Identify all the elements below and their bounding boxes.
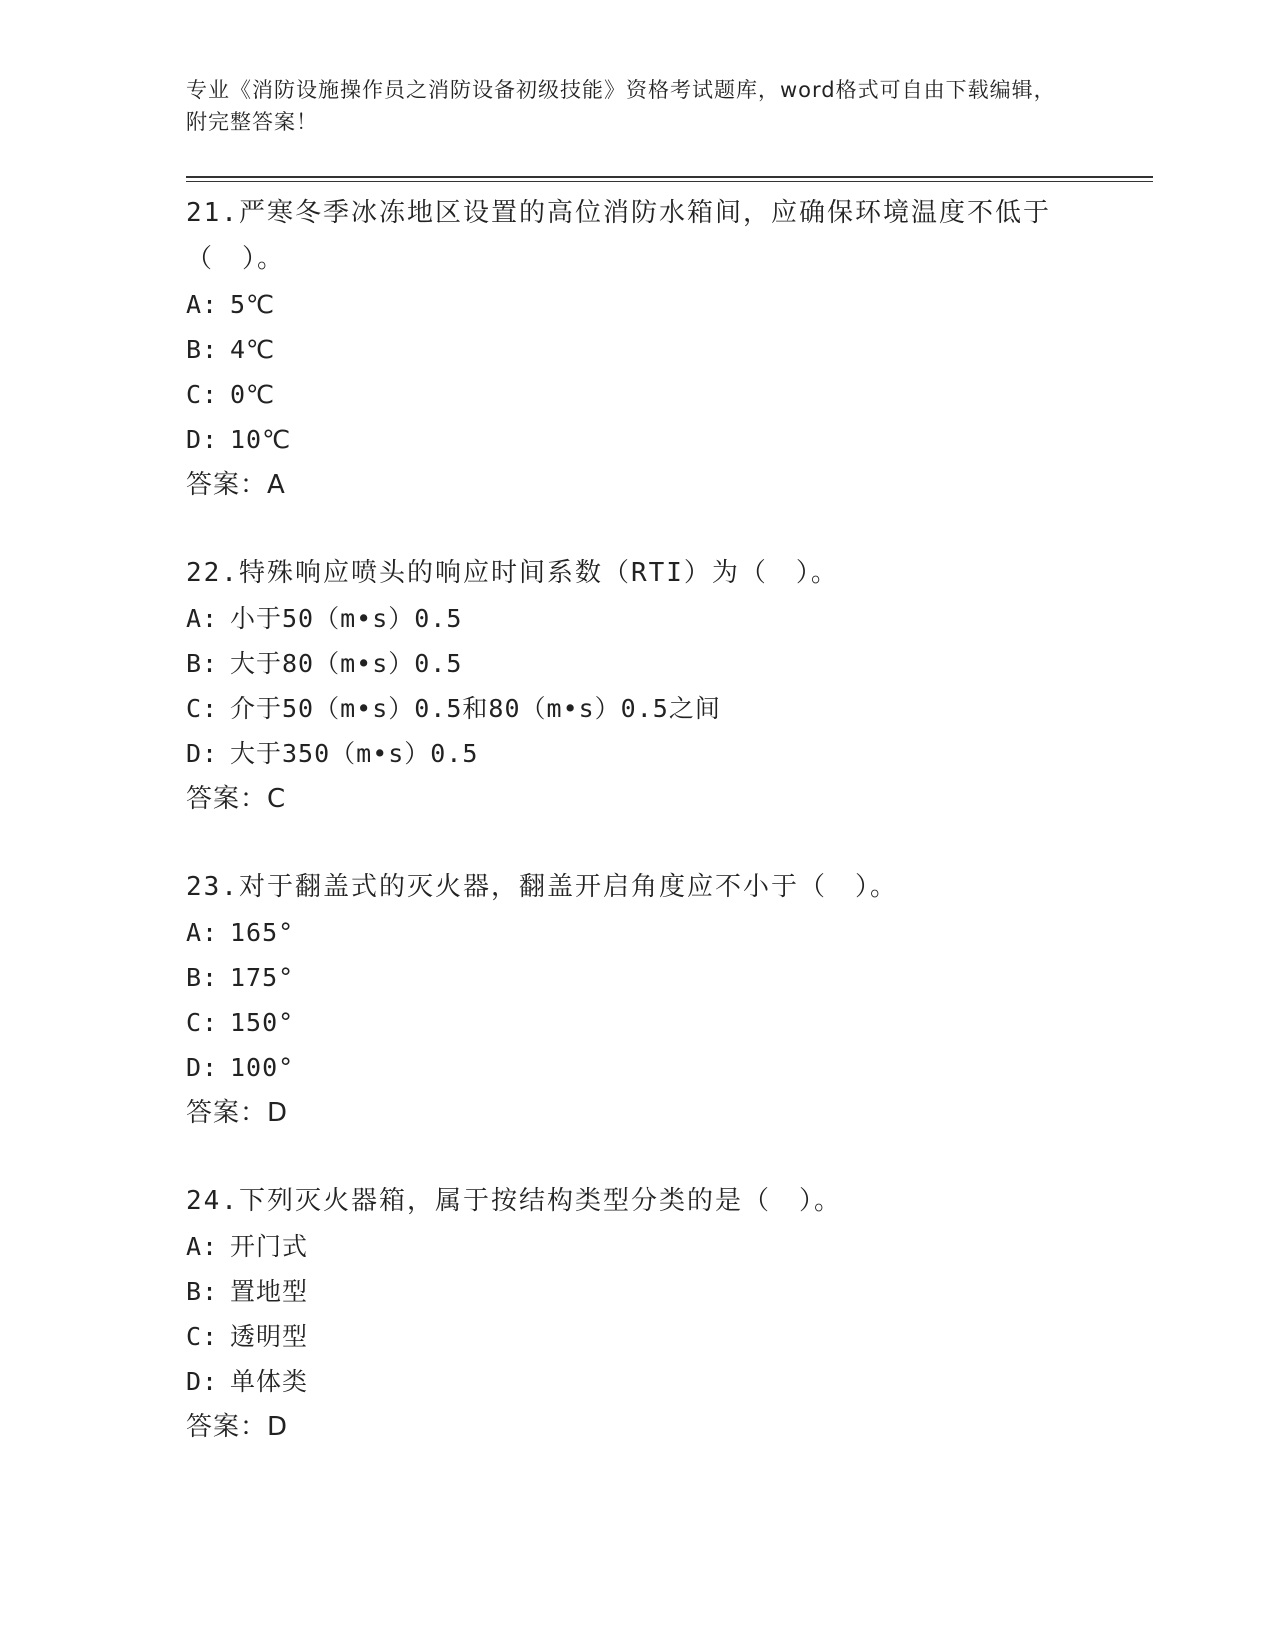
question-stem: 24.下列灭火器箱，属于按结构类型分类的是（ ）。 — [186, 1186, 842, 1216]
option-c — [186, 686, 1086, 731]
option-letter: D: — [186, 1053, 219, 1082]
option-d — [186, 1045, 1086, 1090]
option-letter: D: — [186, 425, 219, 454]
option-a — [186, 1224, 1086, 1269]
document-intro: 专业《消防设施操作员之消防设备初级技能》资格考试题库，word格式可自由下载编辑，附完整答案！ — [186, 78, 1056, 134]
option-text: 透明型 — [230, 1322, 309, 1351]
option-letter: B: — [186, 649, 219, 678]
option-b — [186, 955, 1086, 1000]
question-stem: 23.对于翻盖式的灭火器，翻盖开启角度应不小于（ ）。 — [186, 872, 898, 902]
option-text: 165° — [230, 918, 295, 947]
question-list — [186, 190, 1086, 1492]
option-c — [186, 372, 1086, 417]
option-text: 开门式 — [230, 1232, 309, 1261]
option-a — [186, 910, 1086, 955]
option-letter: C: — [186, 1322, 219, 1351]
option-text: 0℃ — [230, 380, 276, 409]
option-a — [186, 596, 1086, 641]
option-text: 150° — [230, 1008, 295, 1037]
option-letter: C: — [186, 694, 219, 723]
option-letter: D: — [186, 1367, 219, 1396]
option-letter: D: — [186, 739, 219, 768]
question-stem: 22.特殊响应喷头的响应时间系数（RTI）为（ ）。 — [186, 558, 839, 588]
option-letter: C: — [186, 1008, 219, 1037]
option-letter: A: — [186, 290, 219, 319]
question-22 — [186, 550, 1086, 822]
option-text: 大于350（m•s）0.5 — [230, 739, 479, 768]
question-stem: 21.严寒冬季冰冻地区设置的高位消防水箱间，应确保环境温度不低于（ ）。 — [186, 198, 1051, 274]
option-letter: B: — [186, 963, 219, 992]
option-c — [186, 1314, 1086, 1359]
option-text: 4℃ — [230, 335, 276, 364]
answer-line: 答案：C — [186, 784, 287, 814]
option-text: 介于50（m•s）0.5和80（m•s）0.5之间 — [230, 694, 721, 723]
option-letter: B: — [186, 335, 219, 364]
option-text: 置地型 — [230, 1277, 309, 1306]
option-letter: A: — [186, 604, 219, 633]
option-d — [186, 1359, 1086, 1404]
header-divider-thin — [186, 181, 1153, 182]
option-b — [186, 641, 1086, 686]
option-letter: C: — [186, 380, 219, 409]
option-text: 单体类 — [230, 1367, 309, 1396]
option-text: 小于50（m•s）0.5 — [230, 604, 463, 633]
option-letter: B: — [186, 1277, 219, 1306]
option-letter: A: — [186, 1232, 219, 1261]
option-b — [186, 327, 1086, 372]
option-a — [186, 282, 1086, 327]
question-23 — [186, 864, 1086, 1136]
question-24 — [186, 1178, 1086, 1450]
question-21 — [186, 190, 1086, 508]
answer-line: 答案：D — [186, 1412, 289, 1442]
answer-line: 答案：A — [186, 470, 286, 500]
option-text: 5℃ — [230, 290, 276, 319]
option-text: 175° — [230, 963, 295, 992]
option-c — [186, 1000, 1086, 1045]
header-divider-thick — [186, 176, 1153, 178]
option-text: 大于80（m•s）0.5 — [230, 649, 463, 678]
option-d — [186, 731, 1086, 776]
option-d — [186, 417, 1086, 462]
option-letter: A: — [186, 918, 219, 947]
option-text: 100° — [230, 1053, 295, 1082]
option-b — [186, 1269, 1086, 1314]
option-text: 10℃ — [230, 425, 292, 454]
answer-line: 答案：D — [186, 1098, 289, 1128]
